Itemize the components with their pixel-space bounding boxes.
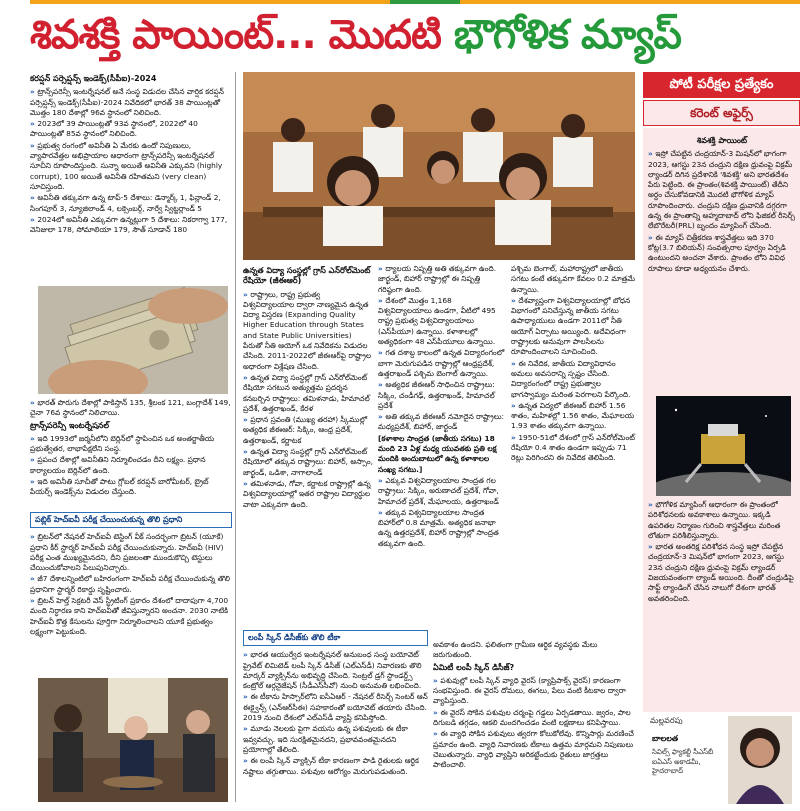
lsd-bullet: » పశువుల్లో లంపీ స్కిన్ వ్యాధి వైరస్ (క్యాప్రిపాక్స్ వైరస్) కారణంగా సంభవిస్తుంది. ఈ వైరస్ దోమలు, ఈగలు, పేలు వంటి కీటకాల ద్వారా వ్యాపిస్తుంది.	[433, 676, 637, 707]
middle-col-5	[433, 640, 637, 806]
lsd-continue: అవకాశం ఉందని. ఫలితంగా గ్రామీణ ఆర్థిక వ్యవస్థకు మేలు జరుగుతుంది.	[433, 640, 598, 660]
currency-photo	[38, 286, 228, 394]
cpi-bullet: » 2023లో 39 పాయింట్లతో 93వ స్థానంలో, 2022లో 40 పాయింట్లతో 85వ స్థానంలో నిలిచింది.	[30, 119, 232, 140]
lsd-bullet: » భారత ఆయుర్వేద ఇంటర్నేషనల్ అనుబంధ సంస్థ బయోవెట్ ప్రైవేట్ లిమిటెడ్ లంపీ స్కిన్ డిసీజ్ (ఎల్ఎస్‌డీ) నివారణకు తొలి మార్కర్ వ్యాక్సిన్‌ను అభివృద్ధి చేసింది. సెంట్రల్ డ్రగ్ స్టాండర్డ్స్ కంట్రోల్ ఆర్గనైజేషన్ (సీడీఎస్‌సీవో) నుంచి అనుమతి లభించింది.	[243, 650, 428, 691]
ger-bullet: పశ్చిమ బెంగాల్, మహారాష్ట్రలో జాతీయ సగటు కంటే తక్కువగా కేవలం 0.2 మాత్రమే ఉన్నాయి.	[511, 264, 636, 294]
ger-bullet: » గత దశాబ్ద కాలంలో ఉన్నత విద్యారంగంలో బాగా మెరుగుపడిన రాష్ట్రాల్లో ఆంధ్రప్రదేశ్, ఉత్తరాఖండ్ పశ్చిమ బెంగాల్ ఉన్నాయి.	[378, 348, 506, 379]
lsd-what-title: ఏమిటీ లంపీ స్కిన్ డిసీజ్?	[433, 662, 515, 672]
author-desc: సివిల్స్ ఫ్యాకల్టీ సీఎస్‌బీ ఐఏఎస్ అకాడమీ, హైదరాబాద్	[652, 748, 714, 775]
lsd-bullet: » మూడు నెలలకు పైగా వయసు ఉన్న పశువులకు ఈ టీకా ఇవ్వవచ్చు. ఇది సురక్షితమైనదని, ప్రభావవంతమైనదని ప్రయోగాల్లో తేలింది.	[243, 724, 428, 755]
ger-bullet: » ఉన్నత విద్యలో జీఈఆర్ బిహార్ 1.56 శాతం, మహిళల్లో 1.56 శాతం, మేఘాలయ 1.93 శాతం తక్కువగా ఉన్నాయి.	[511, 401, 637, 432]
hiv-bullet: » బ్రిటన్ హెల్త్ సెక్రటరీ వెస్ స్ట్రీటింగ్ ప్రకారం దేశంలో దాదాపుగా 4,700 మంది నిర్ధారణ కాని హెచ్ఐవీతో జీవిస్తున్నారని అంచనా. 2030 నాటికి హెచ్ఐవీ కొత్త కేసులను పూర్తిగా నిర్మూలించాలని యూకే ప్రభుత్వం లక్ష్యంగా పెట్టుకుంది.	[30, 596, 232, 637]
ger-bullet: » అతి తక్కువ జీఈఆర్ నమోదైన రాష్ట్రాలు: మధ్యప్రదేశ్, బిహార్, జార్ఖండ్	[378, 412, 506, 433]
ger-bullet: » ప్రధాన స్రవంతి (ముఖ్య తరహా) స్కీముల్లో అత్యధిక జీఈఆర్: సిక్కిం, ఆంధ్ర ప్రదేశ్, ఉత్తరాఖండ్, కర్ణాటక	[243, 415, 373, 446]
neighbour-bullet: » భారత్ పొరుగు దేశాల్లో పాకిస్తాన్ 135, శ్రీలంక 121, బంగ్లాదేశ్ 149, చైనా 76వ స్థానంలో నిలిచాయి.	[30, 398, 232, 419]
lsd-bullet: » ఈ లంపీ స్కిన్ వ్యాక్సిన్ టీకా కారణంగా పాడి రైతులకు ఆర్థిక నష్టాలు తగ్గుతాయి. పశువుల ఆరోగ్యం మెరుగుపడుతుంది.	[243, 756, 428, 777]
left-column-hiv	[30, 508, 232, 674]
shivshakti-bullet: » ఈ మ్యాప్ చిత్రీకరణ శాస్త్రవేత్తలు ఇది 370 కోట్ల(3.7 బిలియన్) సంవత్సరాల పూర్వం ఏర్పడి ఉంటుందని అంచనా వేశారు. ప్రాంతం లోని వివిధ రూపాలు కూడా అధ్యయనం చేశారు.	[648, 233, 796, 274]
author-photo	[728, 716, 792, 804]
ger-bullet: » ద్యాలయ నిష్పత్తి అతి తక్కువగా ఉంది. జార్ఖండ్, బిహార్ రాష్ట్రాల్లో ఈ నిష్పత్తి గరిష్ఠంగా ఉంది.	[378, 264, 506, 295]
lsd-box-title: లంపీ స్కిన్ డిసీజ్‌కు తొలి టీకా	[243, 630, 428, 646]
ger-bullet: » దేశంలో మొత్తం 1,168 విశ్వవిద్యాలయాలు ఉండగా, వీటిలో 495 రాష్ట్ర ప్రభుత్వ విశ్వవిద్యాలయాలు (ఎస్‌పీయూ) ఉన్నాయి. కళాశాలల్లో అత్యధికంగా 48 ఎస్‌పీయూలు ఉన్నాయి.	[378, 296, 506, 347]
left-column-mid	[30, 398, 232, 508]
sidebar-subheader: కరెంట్ అఫైర్స్	[643, 100, 800, 126]
ger-bullet: » ఉన్నత విద్యా సంస్థల్లో గ్రాస్ ఎన్‌రోల్‌మెంట్ రేషియో సగటున అత్యుత్తమ ప్రదర్శన కనబర్చిన రాష్ట్రాలు: తమిళనాడు, హిమాచల్ ప్రదేశ్, ఉత్తరాఖండ్, కేరళ	[243, 373, 373, 414]
ger-bullet: » అత్యధిక జీఈఆర్ సాధించిన రాష్ట్రాలు: సిక్కిం, చండీగఢ్, ఉత్తరాఖండ్, హిమాచల్ ప్రదేశ్	[378, 380, 506, 411]
column-divider	[235, 72, 236, 802]
hiv-bullet: » బ్రిటన్‌లో నేషనల్ హెచ్ఐవీ టెస్టింగ్ వీక్ సందర్భంగా బ్రిటన్ (యూకే) ప్రధాని కీర్ స్టార్మర్ హెచ్ఐవీ పరీక్ష చేయించుకున్నారు. హెచ్ఐవీ (HIV) పరీక్ష ఎంత ముఖ్యమైనదని, దీని ప్రజలంతా ముందుకొచ్చి టెస్టులు చేయించుకోవాలని పిలుపునిచ్చారు.	[30, 532, 232, 573]
middle-col-3	[511, 264, 637, 620]
ger-bullet: » 1950-51లో దేశంలో గ్రాస్ ఎన్‌రోల్‌మెంట్ రేషియో 0.4 శాతం ఉండగా ఇప్పుడు 71 రెట్లు పెరిగిందని ఈ నివేదిక తెలిపింది.	[511, 433, 637, 464]
ger-bullet: » ఈ నివేదిక, జాతీయ విద్యావిధానం అమలు అవసరాన్ని స్పష్టం చేసింది. విద్యారంగంలో రాష్ట్ర ప్రభుత్వాల భాగస్వామ్యం మరింత పెరగాలని పేర్కొంది.	[511, 359, 637, 400]
lunar-lander-photo	[656, 396, 791, 496]
top-accent-green	[390, 0, 460, 4]
middle-col-4	[243, 626, 428, 806]
ti-bullet: » ఇది అవినీతి సూచీతో పాటు గ్లోబల్ కరప్షన్ బారోమీటర్, బ్రైబ్ పేయర్స్ ఇండెక్స్‌ను విడుదల చేస్తుంది.	[30, 477, 232, 498]
sidebar-col-top	[648, 134, 796, 390]
headline-part1: శివశక్తి పాయింట్... మొదటి	[30, 12, 454, 58]
lsd-bullet: » ఈ వ్యాధి సోకిన పశువులు త్వరగా కోలుకోలేవు. కొన్నిసార్లు మరణించే ప్రమాదం ఉంది. వ్యాధి నివారణకు టీకాలు ఉత్తమ మార్గమని నిపుణులు చెబుతున్నారు. వ్యాధి వ్యాప్తిని అరికట్టేందుకు రైతులు జాగ్రత్తలు పాటించాలి.	[433, 729, 637, 770]
page-headline	[30, 6, 800, 64]
cpi-bullet: » 2024లో అవినీతి ఎక్కువగా ఉన్నట్లుగా 5 దేశాలు: నికరాగ్వా 177, వెనిజులా 178, సోమాలియా 179, సౌత్ సూడాన్ 180	[30, 215, 232, 236]
ti-bullet: » ఇది 1993లో జర్మనీలోని బెర్లిన్‌లో స్థాపించిన ఒక అంతర్జాతీయ ప్రభుత్వేతర, లాభాపేక్షలేని సంస్థ.	[30, 434, 232, 455]
ti-bullet: » ప్రపంచ దేశాల్లో అవినీతిని నిర్మూలించడం దీని లక్ష్యం. ప్రధాన కార్యాలయం బెర్లిన్‌లో ఉంది.	[30, 455, 232, 476]
ger-bullet: » ఎక్కువ విశ్వవిద్యాలయాల సాంద్రత గల రాష్ట్రాలు: సిక్కిం, అరుణాచల్ ప్రదేశ్, గోవా, హిమాచల్ ప్రదేశ్, మేఘాలయ, ఉత్తరాఖండ్	[378, 476, 506, 507]
ger-bullet: » రాష్ట్రాలు, రాష్ట్ర ప్రభుత్వ విశ్వవిద్యాలయాల ద్వారా నాణ్యమైన ఉన్నత విద్యా విస్తరణ (Expanding Quality Higher Education through States and State Public Universities) పేరుతో నీతి ఆయోగ్ ఒక నివేదికను విడుదల చేసింది. 2011-2022లో జీఈఆర్‌పై రాష్ట్రాల అధారంగా విశ్లేషణ చేసింది.	[243, 290, 373, 372]
ger-caption: ఉన్నత విద్యా సంస్థల్లో గ్రాస్ ఎన్‌రోల్‌మెంట్ రేషియో (జీఈఆర్)	[243, 266, 371, 286]
shivshakti-title: శివశక్తి పాయింట్	[696, 136, 748, 145]
author-name: బాలలత	[652, 734, 679, 743]
cpi-title: కరప్షన్ పర్సెప్షన్స్ ఇండెక్స్(సీపీఐ)-2024	[30, 74, 157, 83]
sidebar-col-bottom	[648, 500, 796, 706]
lsd-bullet: » ఈ టీకాను హిస్సార్‌లోని ఐసీఏఆర్ - నేషనల్ రీసెర్చ్ సెంటర్ ఆన్ ఈక్వైన్స్ (ఎన్ఆర్‌సీఈ) సహకారంతో బయోవెట్ తయారు చేసింది. 2019 నుంచి దేశంలో ఎల్ఎస్‌డీ వ్యాప్తి కనిపిస్తోంది.	[243, 692, 428, 723]
cpi-bullet: » ట్రాన్స్‌పరెన్సీ ఇంటర్నేషనల్ అనే సంస్థ విడుదల చేసిన వార్షిక కరప్షన్ పర్సెప్షన్స్ ఇండెక్స్(సీపీఐ)-2024 నివేదికలో భారత్ 38 పాయింట్లతో మొత్తం 180 దేశాల్లో 96వ స్థానంలో నిలిచింది.	[30, 87, 232, 118]
prime-minister-photo	[38, 678, 228, 802]
sidebar-header: పోటీ పరీక్షల ప్రత్యేకం	[643, 72, 800, 98]
ger-bullet: » తక్కువ విశ్వవిద్యాలయాల సాంద్రత బిహార్‌లో 0.8 మాత్రమే. అత్యధిక జనాభా ఉన్న ఉత్తరప్రదేశ్, బిహార్ రాష్ట్రాల్లో సాంద్రత తక్కువగా ఉంది.	[378, 508, 506, 549]
cpi-bullet: » అవినీతి తక్కువగా ఉన్న టాప్-5 దేశాలు: డెన్మార్క్ 1, ఫిన్లాండ్ 2, సింగపూర్ 3, న్యూజిలాండ్ 4, లక్సెంబర్గ్, నార్వే స్విట్జర్లాండ్ 5	[30, 193, 232, 214]
hiv-bullet: » జీ7 దేశాలన్నింటిలో బహిరంగంగా హెచ్ఐవీ పరీక్ష చేయించుకున్న తొలి ప్రధానిగా స్టార్మర్ రికార్డు సృష్టించారు.	[30, 574, 232, 595]
lsd-bullet: » ఈ వైరస్ సోకిన పశువుల చర్మంపై గడ్డలు ఏర్పడతాయి. జ్వరం, పాల దిగుబడి తగ్గడం, ఆకలి మందగించడం వంటి లక్షణాలు కనిపిస్తాయి.	[433, 708, 637, 729]
cpi-bullet: » ప్రభుత్వ రంగంలో అవినీతి ఏ మేరకు ఉందో నిపుణులు, వ్యాపారవేత్తల అభిప్రాయాల ఆధారంగా ట్రాన్స్‌పరెన్సీ ఇంటర్నేషనల్ సూచీని రూపొందిస్తుంది. సున్నా అయితే అవినీతి ఎక్కువని (highly corrupt), 100 అయితే అవినీతి రహితమని (very clean) సూచిస్తుంది.	[30, 141, 232, 192]
headline-part2: భౌగోళిక మ్యాప్	[453, 12, 681, 58]
author-label: మల్లవరపు	[650, 716, 683, 725]
top-accent-bar	[30, 0, 800, 4]
classroom-photo	[243, 72, 635, 260]
middle-col-2	[378, 264, 506, 620]
middle-col-1	[243, 264, 373, 620]
shivshakti-bullet: » భారత అంతరిక్ష పరిశోధన సంస్థ ఇస్రో చేపట్టిన చంద్రయాన్-3 మిషన్‌లో భాగంగా 2023, ఆగస్టు 23న చంద్రుని దక్షిణ ధ్రువంపై విక్రమ్ ల్యాండర్ విజయవంతంగా ల్యాండ్ అయింది. దీంతో చంద్రుడిపై సాఫ్ట్ ల్యాండింగ్ చేసిన నాలుగో దేశంగా భారత్ అవతరించింది.	[648, 542, 796, 604]
shivshakti-bullet: » భౌగోళిక మ్యాపింగ్ ఆధారంగా ఈ ప్రాంతంలో పరిశోధనలకు అవకాశాలు ఉన్నాయి. ఇక్కడి ఉపరితల నిర్మాణం గురించి శాస్త్రవేత్తలు మరింత లోతుగా పరిశీలిస్తున్నారు.	[648, 500, 796, 541]
ti-title: ట్రాన్స్‌పరెన్సీ ఇంటర్నేషనల్	[30, 420, 110, 430]
hiv-box-title: పబ్లిక్ హెచ్ఐవీ పరీక్ష చేయించుకున్న తొలి ప్రధాని	[30, 512, 232, 528]
ger-note: [కళాశాల సాంద్రత (జాతీయ సగటు) 18 మంది 23 ఏళ్ల మధ్య యువతకు ప్రతి లక్ష మందికి అందుబాటులో ఉన్న కళాశాలల సంఖ్య సగటు.]	[378, 433, 497, 474]
ger-bullet: » ఉన్నత విద్యా సంస్థల్లో గ్రాస్ ఎన్‌రోల్‌మెంట్ రేషియోలో తక్కువ రాష్ట్రాలు: బిహార్, అస్సాం, జార్ఖండ్, ఒడిశా, నాగాలాండ్	[243, 447, 373, 478]
shivshakti-bullet: » ఇస్రో చేపట్టిన చంద్రయాన్-3 మిషన్‌లో భాగంగా 2023, ఆగస్టు 23న చంద్రుని దక్షిణ ధ్రువంపై విక్రమ్ ల్యాండర్ దిగిన ప్రదేశానికి 'శివశక్తి' అని భారతదేశం పేరు పెట్టింది. ఈ ప్రాంతం(శివశక్తి పాయింట్) తేదీని అర్థం చేసుకోవడానికి మొదటి భౌగోళిక మ్యాప్ రూపొందించారు. చంద్రుని దక్షిణ ధ్రువానికి దగ్గరగా ఉన్న ఈ ప్రాంతాన్ని అహ్మదాబాద్ లోని ఫిజికల్ రీసెర్చ్ లేబొరేటరీ(PRL) బృందం మ్యాపింగ్ చేసింది.	[648, 149, 796, 231]
ger-bullet: » తమిళనాడు, గోవా, కర్ణాటక రాష్ట్రాల్లో ఉన్న విశ్వవిద్యాలయాల్లో ఇతర రాష్ట్రాల విద్యార్థుల వాటా ఎక్కువగా ఉంది.	[243, 479, 373, 510]
ger-bullet: » దేశవ్యాప్తంగా విశ్వవిద్యాలయాల్లో బోధన విభాగంలో పనిచేస్తున్న జాతీయ సగటు ఉపాధ్యాయులు ఉండగా 2011లో నీతి ఆయోగ్ ఏర్పాటు అయ్యింది. అదేవిధంగా రాష్ట్రాలకు అనువుగా పాలసీలను రూపొందించాలని సూచించింది.	[511, 296, 637, 358]
